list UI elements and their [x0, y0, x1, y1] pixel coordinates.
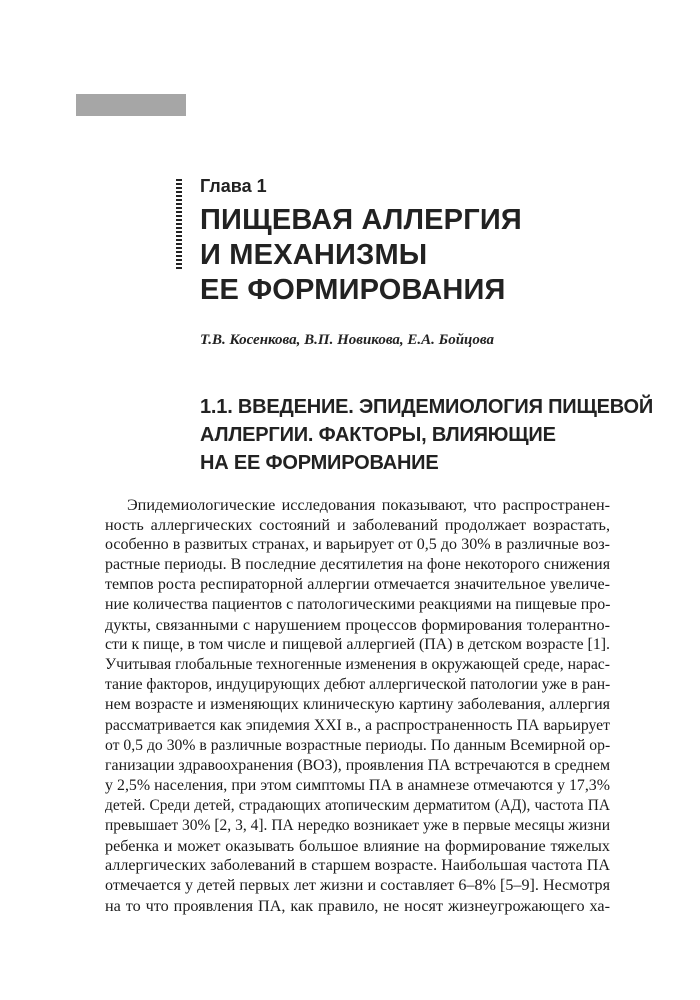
- section-title-line: АЛЛЕРГИИ. ФАКТОРЫ, ВЛИЯЮЩИЕ: [200, 424, 556, 446]
- chapter-title: [200, 203, 522, 308]
- text-line: Учитывая глобальные техногенные изменения в окружающей среде, нарас-: [105, 656, 610, 674]
- section-title-line: 1.1. ВВЕДЕНИЕ. ЭПИДЕМИОЛОГИЯ ПИЩЕВОЙ: [200, 396, 654, 418]
- chapter-authors: Т.В. Косенкова, В.П. Новикова, Е.А. Бойцова: [200, 332, 494, 348]
- text-line: на то что проявления ПА, как правило, не носят жизнеугрожающего ха-: [105, 896, 610, 915]
- text-line: темпов роста респираторной аллергии отмечается значительное увеличе-: [105, 576, 610, 594]
- text-line: ребенка и может оказывать большое влияние на формирование тяжелых: [105, 836, 610, 855]
- text-line: ганизации здравоохранения (ВОЗ), проявления ПА встречаются в среднем: [105, 756, 610, 774]
- text-line: у 2,5% населения, при этом симптомы ПА в анамнезе отмечаются у 17,3%: [105, 776, 610, 794]
- text-line: превышает 30% [2, 3, 4]. ПА нередко возникает уже в первые месяцы жизни: [105, 816, 610, 834]
- section-title: [200, 393, 653, 477]
- text-line: Эпидемиологические исследования показывают, что распространен-: [127, 496, 610, 514]
- text-line: тание факторов, индуцирующих дебют аллергической патологии уже в ран-: [105, 676, 611, 694]
- text-line: нем возрасте и изменяющих клиническую картину заболевания, аллергия: [105, 696, 610, 714]
- text-line: рассматривается как эпидемия XXI в., а распространенность ПА варьирует: [105, 716, 610, 734]
- chapter-decorative-rule: [176, 179, 182, 270]
- chapter-title-line: И МЕХАНИЗМЫ: [200, 239, 428, 271]
- body-paragraph: [105, 495, 610, 916]
- text-line: растные периоды. В последние десятилетия на фоне некоторого снижения: [105, 556, 610, 574]
- chapter-title-line: ЕЕ ФОРМИРОВАНИЯ: [200, 274, 506, 306]
- text-line: аллергических заболеваний в старшем возрасте. Наибольшая частота ПА: [105, 856, 610, 874]
- text-line: особенно в развитых странах, и варьирует от 0,5 до 30% в различные воз-: [105, 536, 610, 554]
- text-line: ность аллергических состояний и заболеваний продолжает возрастать,: [105, 516, 610, 535]
- chapter-title-line: ПИЩЕВАЯ АЛЛЕРГИЯ: [200, 204, 522, 236]
- text-line: от 0,5 до 30% в различные возрастные периоды. По данным Всемирной ор-: [105, 736, 611, 754]
- text-line: сти к пище, в том числе и пищевой аллергией (ПА) в детском возрасте [1].: [105, 636, 611, 654]
- text-line: отмечается у детей первых лет жизни и составляет 6–8% [5–9]. Несмотря: [105, 876, 610, 894]
- text-line: детей. Среди детей, страдающих атопическим дерматитом (АД), частота ПА: [105, 796, 610, 814]
- chapter-label: Глава 1: [200, 176, 267, 196]
- page-header-bar: [76, 94, 186, 116]
- section-title-line: НА ЕЕ ФОРМИРОВАНИЕ: [200, 452, 439, 474]
- text-line: ние количества пациентов с патологическими реакциями на пищевые про-: [105, 596, 611, 614]
- text-line: дукты, связанными с нарушением процессов формирования толерантно-: [105, 616, 610, 635]
